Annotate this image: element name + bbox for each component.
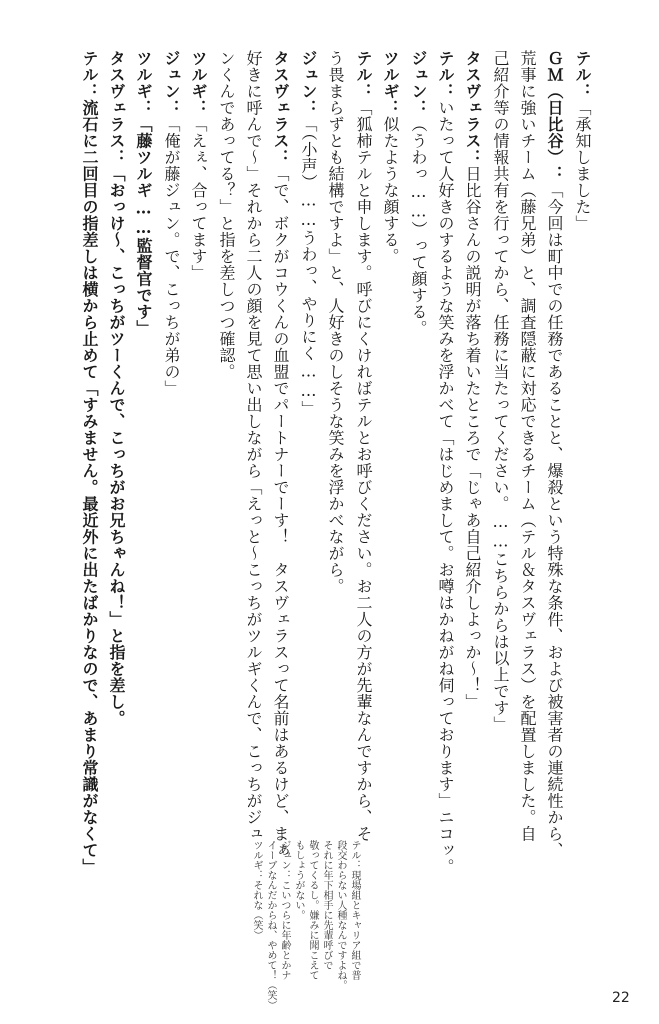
script-line — [133, 50, 153, 337]
script-line — [270, 50, 290, 859]
footnote-line: もしょうがない。 — [293, 840, 304, 920]
line-text: ンくんであってる？」と指を差しつつ確認。 — [217, 50, 236, 380]
script-line — [380, 50, 400, 265]
line-text: いたって人好きのするような笑みを浮かべて「はじめまして。お噂はかねがね伺っております」ニコッ。 — [436, 99, 455, 875]
speaker-name: ＧＭ（日比谷）： — [545, 50, 564, 182]
script-line — [188, 50, 208, 281]
speaker-name: テル： — [354, 50, 373, 100]
script-line — [161, 50, 181, 397]
script-line — [544, 50, 564, 859]
line-text: （うわっ……）って顔する。 — [409, 116, 428, 337]
footnote-line: それに年下相手に先輩呼びで — [321, 840, 332, 970]
line-text: 好きに呼んで〜」それから二人の顔を見て思い出しながら「えっと〜こっちがツルギくんで、こっちがジュ — [244, 50, 263, 842]
script-line — [435, 50, 455, 875]
line-text: 「で、ボクがコウくんの血盟でパートナーでーす！ タスヴェラスって名前はあるけど、まぁ — [271, 165, 290, 859]
line-text: 「えぇ、合ってます」 — [189, 116, 208, 281]
script-line — [243, 50, 263, 842]
script-line — [517, 50, 537, 842]
line-text: 日比谷さんの説明が落ち着いたところで「じゃあ自己紹介しよっか〜！」 — [463, 165, 482, 710]
speaker-name: ツルギ： — [189, 50, 208, 116]
page-number: 22 — [612, 990, 630, 1006]
speaker-name: タスヴェラス： — [271, 50, 290, 166]
script-line — [106, 50, 126, 727]
line-text: 「藤ツルギ……監督官です」 — [134, 116, 153, 337]
line-text: 己紹介等の情報共有を行ってから、任務に当たってください。……こちらからは以上です」 — [491, 50, 510, 733]
line-text: 「承知しました」 — [573, 99, 592, 232]
speaker-name: ツルギ： — [134, 50, 153, 116]
line-text: 荒事に強いチーム（藤兄弟）と、調査隠蔽に対応できるチーム（テル＆タスヴェラス）を配置しました。自 — [518, 50, 537, 842]
speaker-name: タスヴェラス： — [107, 50, 126, 166]
line-text: 「（小声）……うわっ、やりにく……」 — [299, 116, 318, 417]
line-text: 「おっけ〜、こっちがツーくんで、こっちがお兄ちゃんね！」と指を差し。 — [107, 165, 126, 727]
speaker-name: ジュン： — [299, 50, 318, 116]
footnote-line: 段交わらない人種なんですよね。 — [335, 840, 346, 990]
footnote-line: 敬ってくるし。嫌みに聞こえて — [307, 840, 318, 980]
script-line — [79, 50, 99, 875]
line-text: 流石に二回目の指差しは横から止めて「すみません。最近外に出たばかりなので、あまり常識がなくて」 — [80, 99, 99, 875]
speaker-name: テル： — [80, 50, 99, 100]
footnote-line: ジュン：こいつらに年齢とかナ — [279, 840, 290, 980]
footnote-line: イーブなんだからね、やめて！（笑） — [265, 840, 276, 1010]
script-line — [216, 50, 236, 380]
script-line — [490, 50, 510, 733]
script-line — [462, 50, 482, 710]
script-line — [298, 50, 318, 417]
line-text: 「今回は町中での任務であることと、爆殺という特殊な条件、および被害者の連続性から、 — [545, 182, 564, 859]
speaker-name: テル： — [436, 50, 455, 100]
speaker-name: ジュン： — [409, 50, 428, 116]
line-text: う畏まらずとも結構ですよ」と、人好きのしそうな笑みを浮かべながら。 — [326, 50, 345, 595]
speaker-name: ジュン： — [162, 50, 181, 116]
footnote-line: テル：現場組とキャリア組で普 — [349, 840, 360, 980]
line-text: 「狐柿テルと申します。呼びにくければテルとお呼びください。お二人の方が先輩なんですから、そ — [354, 99, 373, 842]
script-line — [572, 50, 592, 232]
line-text: 似たような顔する。 — [381, 116, 400, 265]
script-line — [325, 50, 345, 595]
speaker-name: テル： — [573, 50, 592, 100]
speaker-name: タスヴェラス： — [463, 50, 482, 166]
speaker-name: ツルギ： — [381, 50, 400, 116]
line-text: 「俺が藤ジュン。で、こっちが弟の」 — [162, 116, 181, 397]
footnote-line: ツルギ：それな（笑） — [251, 840, 262, 940]
script-line — [353, 50, 373, 842]
script-line — [408, 50, 428, 337]
